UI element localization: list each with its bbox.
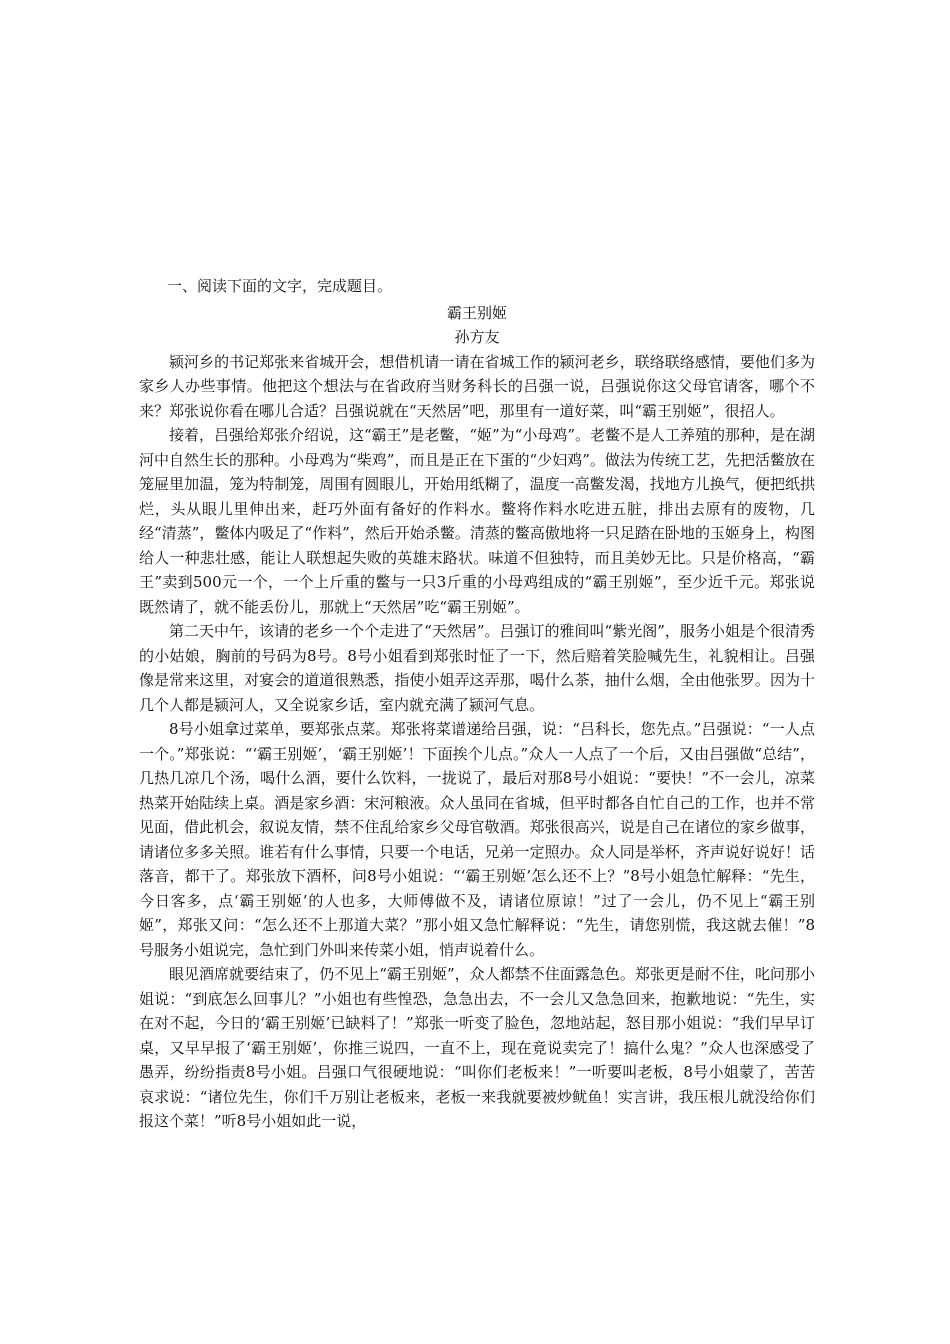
paragraph-5: 眼见酒席就要结束了，仍不见上“霸王别姬”，众人都禁不住面露急色。郑张更是耐不住，叱问那小姐说：“到底怎么回事儿？”小姐也有些惶恐，急急出去，不一会儿又急急回来，抱歉地说：“先生，实在对不起，今日的‘霸王别姬’已缺料了！”郑张一听变了脸色，忽地站起，怒目那小姐说：“我们早早订桌，又早早报了‘霸王别姬’，你推三说四，一直不上，现在竟说卖完了！搞什么鬼？”众人也深感受了愚弄，纷纷指责8号小姐。吕强口气很硬地说：“叫你们老板来！”一听要叫老板，8号小姐蒙了，苦苦哀求说：“诸位先生，你们千万别让老板来，老板一来我就要被炒鱿鱼！实言讲，我压根儿就没给你们报这个菜！”听8号小姐如此一说， (139, 965, 815, 1130)
article-author: 孙方友 (454, 328, 500, 346)
paragraph-4: 8号小姐拿过菜单，要郑张点菜。郑张将菜谱递给吕强，说：“吕科长，您先点。”吕强说：“一人点一个。”郑张说：“‘霸王别姬’，‘霸王别姬’！下面挨个儿点。”众人一人点了一个后，又由吕强做“总结”，几热几凉几个汤，喝什么酒，要什么饮料，一拢说了，最后对那8号小姐说：“要快！”不一会儿，凉菜热菜开始陆续上桌。酒是家乡酒：宋河粮液。众人虽同在省城，但平时都各自忙自己的工作，也并不常见面，借此机会，叙说友情，禁不住乱给家乡父母官敬酒。郑张很高兴，说是自己在诸位的家乡做事，请诸位多多关照。谁若有什么事情，只要一个电话，兄弟一定照办。众人同是举杯，齐声说好说好！话落音，都干了。郑张放下酒杯，问8号小姐说：“‘霸王别姬’怎么还不上？”8号小姐急忙解释：“先生，今日客多，点‘霸王别姬’的人也多，大师傅做不及，请诸位原谅！”过了一会儿，仍不见上“霸王别姬”，郑张又问：“怎么还不上那道大菜？”那小姐又急忙解释说：“先生，请您别慌，我这就去催！”8号服务小姐说完，急忙到门外叫来传菜小姐，悄声说着什么。 (139, 720, 815, 959)
article-title: 霸王别姬 (446, 303, 507, 322)
document-page (139, 264, 815, 1134)
question-instruction: 一、阅读下面的文字，完成题目。 (167, 277, 393, 295)
paragraph-1: 颍河乡的书记郑张来省城开会，想借机请一请在省城工作的颍河老乡，联络联络感情，要他们多为家乡人办些事情。他把这个想法与在省政府当财务科长的吕强一说，吕强说你这父母官请客，哪个不来？郑张说你看在哪儿合适？吕强说就在“天然居”吧，那里有一道好菜，叫“霸王别姬”，很招人。 (139, 352, 815, 420)
paragraph-2: 接着，吕强给郑张介绍说，这“霸王”是老鳖，“姬”为“小母鸡”。老鳖不是人工养殖的那种，是在湖河中自然生长的那种。小母鸡为“柴鸡”，而且是正在下蛋的“少妇鸡”。做法为传统工艺，先把活鳖放在笼屉里加温，笼为特制笼，周围有圆眼儿，开始用纸糊了，温度一高鳖发渴，找地方儿换气，便把纸拱烂，头从眼儿里伸出来，赶巧外面有备好的作料水。鳖将作料水吃进五脏，排出去原有的废物，几经“清蒸”，鳖体内吸足了“作料”，然后开始杀鳖。清蒸的鳖高傲地将一只足踏在卧地的玉姬身上，构图给人一种悲壮感，能让人联想起失败的英雄末路状。味道不但独特，而且美妙无比。只是价格高，“霸王”卖到500元一个，一个上斤重的鳖与一只3斤重的小母鸡组成的“霸王别姬”，至少近千元。郑张说既然请了，就不能丢份儿，那就上“天然居”吃“霸王别姬”。 (139, 426, 816, 616)
paragraph-3: 第二天中午，该请的老乡一个个走进了“天然居”。吕强订的雅间叫“紫光阁”，服务小姐是个很清秀的小姑娘，胸前的号码为8号。8号小姐看到郑张时怔了一下，然后赔着笑脸喊先生，礼貌相让。吕强像是常来这里，对宴会的道道很熟悉，指使小姐弄这弄那，喝什么茶，抽什么烟，全由他张罗。因为十几个人都是颍河人，又全说家乡话，室内就充满了颍河气息。 (139, 622, 815, 714)
